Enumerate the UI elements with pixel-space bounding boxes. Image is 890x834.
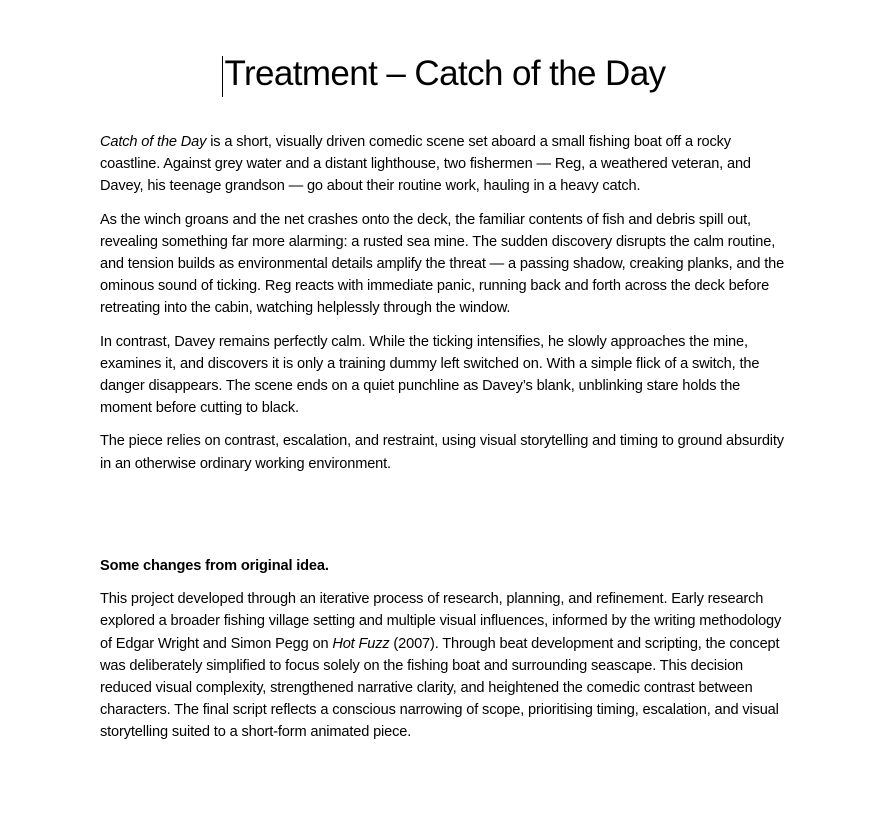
film-title-italic: Hot Fuzz (332, 635, 390, 652)
treatment-paragraph-1[interactable] (100, 131, 790, 198)
treatment-paragraph-3[interactable]: In contrast, Davey remains perfectly calm. While the ticking intensifies, he slowly approaches the mine, examines it, and discovers it is only a training dummy left switched on. With a simple flick of a switch, the danger disappears. The scene ends on a quiet punchline as Davey’s blank, unblinking stare holds the moment before cutting to black. (100, 333, 760, 417)
treatment-section (100, 131, 790, 486)
changes-heading[interactable]: Some changes from original idea. (100, 558, 329, 574)
changes-section (100, 555, 790, 755)
changes-paragraph[interactable] (100, 588, 790, 743)
treatment-paragraph-4[interactable]: The piece relies on contrast, escalation, and restraint, using visual storytelling and timing to ground absurdity in an otherwise ordinary working environment. (100, 433, 784, 472)
treatment-paragraph-1-text: is a short, visually driven comedic scene set aboard a small fishing boat off a rocky coastline. Against grey water and a distant lighthouse, two fishermen — Reg, a weathered veteran, and Davey, his teenage grandson — go about their routine work, hauling in a heavy catch. (100, 134, 751, 195)
document-title[interactable] (224, 52, 665, 96)
changes-paragraph-text-2: (2007). Through beat development and scripting, the concept was deliberately simplified to focus solely on the fishing boat and surrounding seascape. This decision reduced visual complexity, strengthened narrative clarity, and heightened the comedic contrast between characters. The final script reflects a conscious narrowing of scope, prioritising timing, escalation, and visual storytelling suited to a short-form animated piece. (100, 635, 780, 741)
changes-paragraph-text-1: This project developed through an iterative process of research, planning, and refinement. Early research explored a broader fishing village setting and multiple visual influences, informed by the writing methodology of Edgar Wright and Simon Pegg on (100, 591, 782, 652)
document-title-text: Treatment – Catch of the Day (224, 54, 666, 93)
title-container (0, 52, 890, 96)
treatment-paragraph-2[interactable]: As the winch groans and the net crashes onto the deck, the familiar contents of fish and debris spill out, revealing something far more alarming: a rusted sea mine. The sudden discovery disrupts the calm routine, and tension builds as environmental details amplify the threat — a passing shadow, creaking planks, and the ominous sound of ticking. Reg reacts with immediate panic, running back and forth across the deck before retreating into the cabin, watching helplessly through the window. (100, 211, 785, 317)
text-cursor (222, 56, 223, 97)
treatment-title-italic: Catch of the Day (100, 134, 207, 150)
